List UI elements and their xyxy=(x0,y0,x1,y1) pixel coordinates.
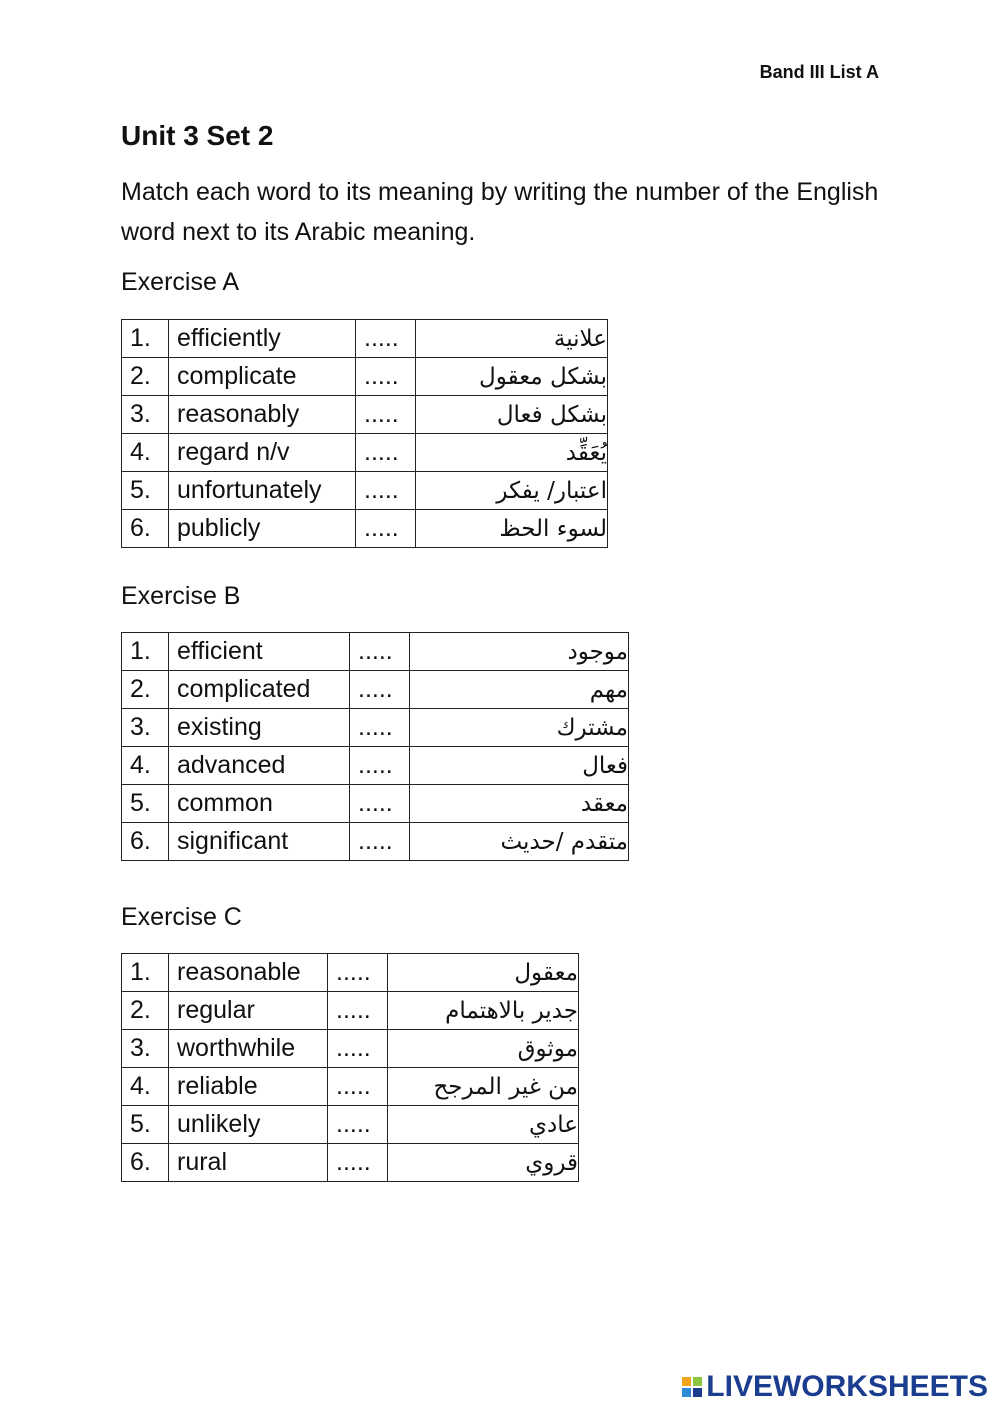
answer-blank[interactable]: ..... xyxy=(328,954,388,992)
row-number: 5. xyxy=(122,785,169,823)
english-word: unlikely xyxy=(169,1106,328,1144)
table-row xyxy=(122,709,629,747)
exercise-a-table xyxy=(121,319,608,548)
table-row xyxy=(122,434,608,472)
table-row xyxy=(122,992,579,1030)
answer-blank[interactable]: ..... xyxy=(350,671,410,709)
table-row xyxy=(122,1068,579,1106)
row-number: 5. xyxy=(122,472,169,510)
answer-blank[interactable]: ..... xyxy=(350,633,410,671)
instructions: Match each word to its meaning by writing the number of the English word next to its Arabic meaning. xyxy=(121,178,879,246)
row-number: 2. xyxy=(122,992,169,1030)
answer-blank[interactable]: ..... xyxy=(328,1068,388,1106)
answer-blank[interactable]: ..... xyxy=(356,358,416,396)
logo-square xyxy=(693,1377,702,1386)
header-tag: Band III List A xyxy=(759,62,879,82)
row-number: 4. xyxy=(122,747,169,785)
answer-blank[interactable]: ..... xyxy=(356,510,416,548)
answer-blank[interactable]: ..... xyxy=(356,320,416,358)
arabic-meaning: علانية xyxy=(416,320,608,358)
english-word: regard n/v xyxy=(169,434,356,472)
english-word: common xyxy=(169,785,350,823)
logo-square xyxy=(693,1388,702,1397)
table-row xyxy=(122,510,608,548)
english-word: complicated xyxy=(169,671,350,709)
arabic-meaning: متقدم /حديث xyxy=(410,823,629,861)
answer-blank[interactable]: ..... xyxy=(350,747,410,785)
row-number: 4. xyxy=(122,434,169,472)
table-row xyxy=(122,823,629,861)
english-word: reasonably xyxy=(169,396,356,434)
arabic-meaning: موجود xyxy=(410,633,629,671)
exercise-a-label: Exercise A xyxy=(121,268,240,296)
arabic-meaning: اعتبار/ يفكر xyxy=(416,472,608,510)
english-word: regular xyxy=(169,992,328,1030)
english-word: advanced xyxy=(169,747,350,785)
english-word: efficiently xyxy=(169,320,356,358)
arabic-meaning: عادي xyxy=(388,1106,579,1144)
row-number: 1. xyxy=(122,954,169,992)
arabic-meaning: لسوء الحظ xyxy=(416,510,608,548)
answer-blank[interactable]: ..... xyxy=(328,992,388,1030)
row-number: 2. xyxy=(122,358,169,396)
table-row xyxy=(122,954,579,992)
brand-text: LIVEWORKSHEETS xyxy=(706,1370,988,1403)
answer-blank[interactable]: ..... xyxy=(356,472,416,510)
english-word: unfortunately xyxy=(169,472,356,510)
arabic-meaning: معقول xyxy=(388,954,579,992)
row-number: 4. xyxy=(122,1068,169,1106)
answer-blank[interactable]: ..... xyxy=(350,785,410,823)
row-number: 1. xyxy=(122,320,169,358)
answer-blank[interactable]: ..... xyxy=(356,434,416,472)
exercise-b-table xyxy=(121,632,629,861)
page-title: Unit 3 Set 2 xyxy=(121,120,274,151)
row-number: 6. xyxy=(122,823,169,861)
row-number: 6. xyxy=(122,510,169,548)
arabic-meaning: من غير المرجح xyxy=(388,1068,579,1106)
arabic-meaning: قروي xyxy=(388,1144,579,1182)
table-row xyxy=(122,358,608,396)
arabic-meaning: موثوق xyxy=(388,1030,579,1068)
table-row xyxy=(122,1144,579,1182)
english-word: rural xyxy=(169,1144,328,1182)
answer-blank[interactable]: ..... xyxy=(350,709,410,747)
exercise-c-table xyxy=(121,953,579,1182)
row-number: 3. xyxy=(122,396,169,434)
logo-square xyxy=(682,1388,691,1397)
arabic-meaning: فعال xyxy=(410,747,629,785)
answer-blank[interactable]: ..... xyxy=(328,1144,388,1182)
answer-blank[interactable]: ..... xyxy=(328,1030,388,1068)
table-row xyxy=(122,472,608,510)
english-word: existing xyxy=(169,709,350,747)
english-word: complicate xyxy=(169,358,356,396)
arabic-meaning: جدير بالاهتمام xyxy=(388,992,579,1030)
english-word: efficient xyxy=(169,633,350,671)
brand-footer[interactable] xyxy=(682,1370,988,1404)
table-row xyxy=(122,1030,579,1068)
table-row xyxy=(122,320,608,358)
english-word: publicly xyxy=(169,510,356,548)
arabic-meaning: معقد xyxy=(410,785,629,823)
exercise-b-label: Exercise B xyxy=(121,582,241,610)
row-number: 6. xyxy=(122,1144,169,1182)
arabic-meaning: مهم xyxy=(410,671,629,709)
answer-blank[interactable]: ..... xyxy=(356,396,416,434)
table-row xyxy=(122,747,629,785)
english-word: worthwhile xyxy=(169,1030,328,1068)
english-word: significant xyxy=(169,823,350,861)
row-number: 3. xyxy=(122,1030,169,1068)
logo-square xyxy=(682,1377,691,1386)
answer-blank[interactable]: ..... xyxy=(328,1106,388,1144)
english-word: reasonable xyxy=(169,954,328,992)
english-word: reliable xyxy=(169,1068,328,1106)
row-number: 3. xyxy=(122,709,169,747)
table-row xyxy=(122,396,608,434)
liveworksheets-logo-icon xyxy=(682,1377,702,1397)
answer-blank[interactable]: ..... xyxy=(350,823,410,861)
exercise-c-label: Exercise C xyxy=(121,903,242,931)
table-row xyxy=(122,633,629,671)
arabic-meaning: بشكل معقول xyxy=(416,358,608,396)
table-row xyxy=(122,785,629,823)
table-row xyxy=(122,671,629,709)
arabic-meaning: مشترك xyxy=(410,709,629,747)
table-row xyxy=(122,1106,579,1144)
row-number: 5. xyxy=(122,1106,169,1144)
arabic-meaning: يُعَقِّد xyxy=(416,434,608,472)
row-number: 1. xyxy=(122,633,169,671)
arabic-meaning: بشكل فعال xyxy=(416,396,608,434)
row-number: 2. xyxy=(122,671,169,709)
